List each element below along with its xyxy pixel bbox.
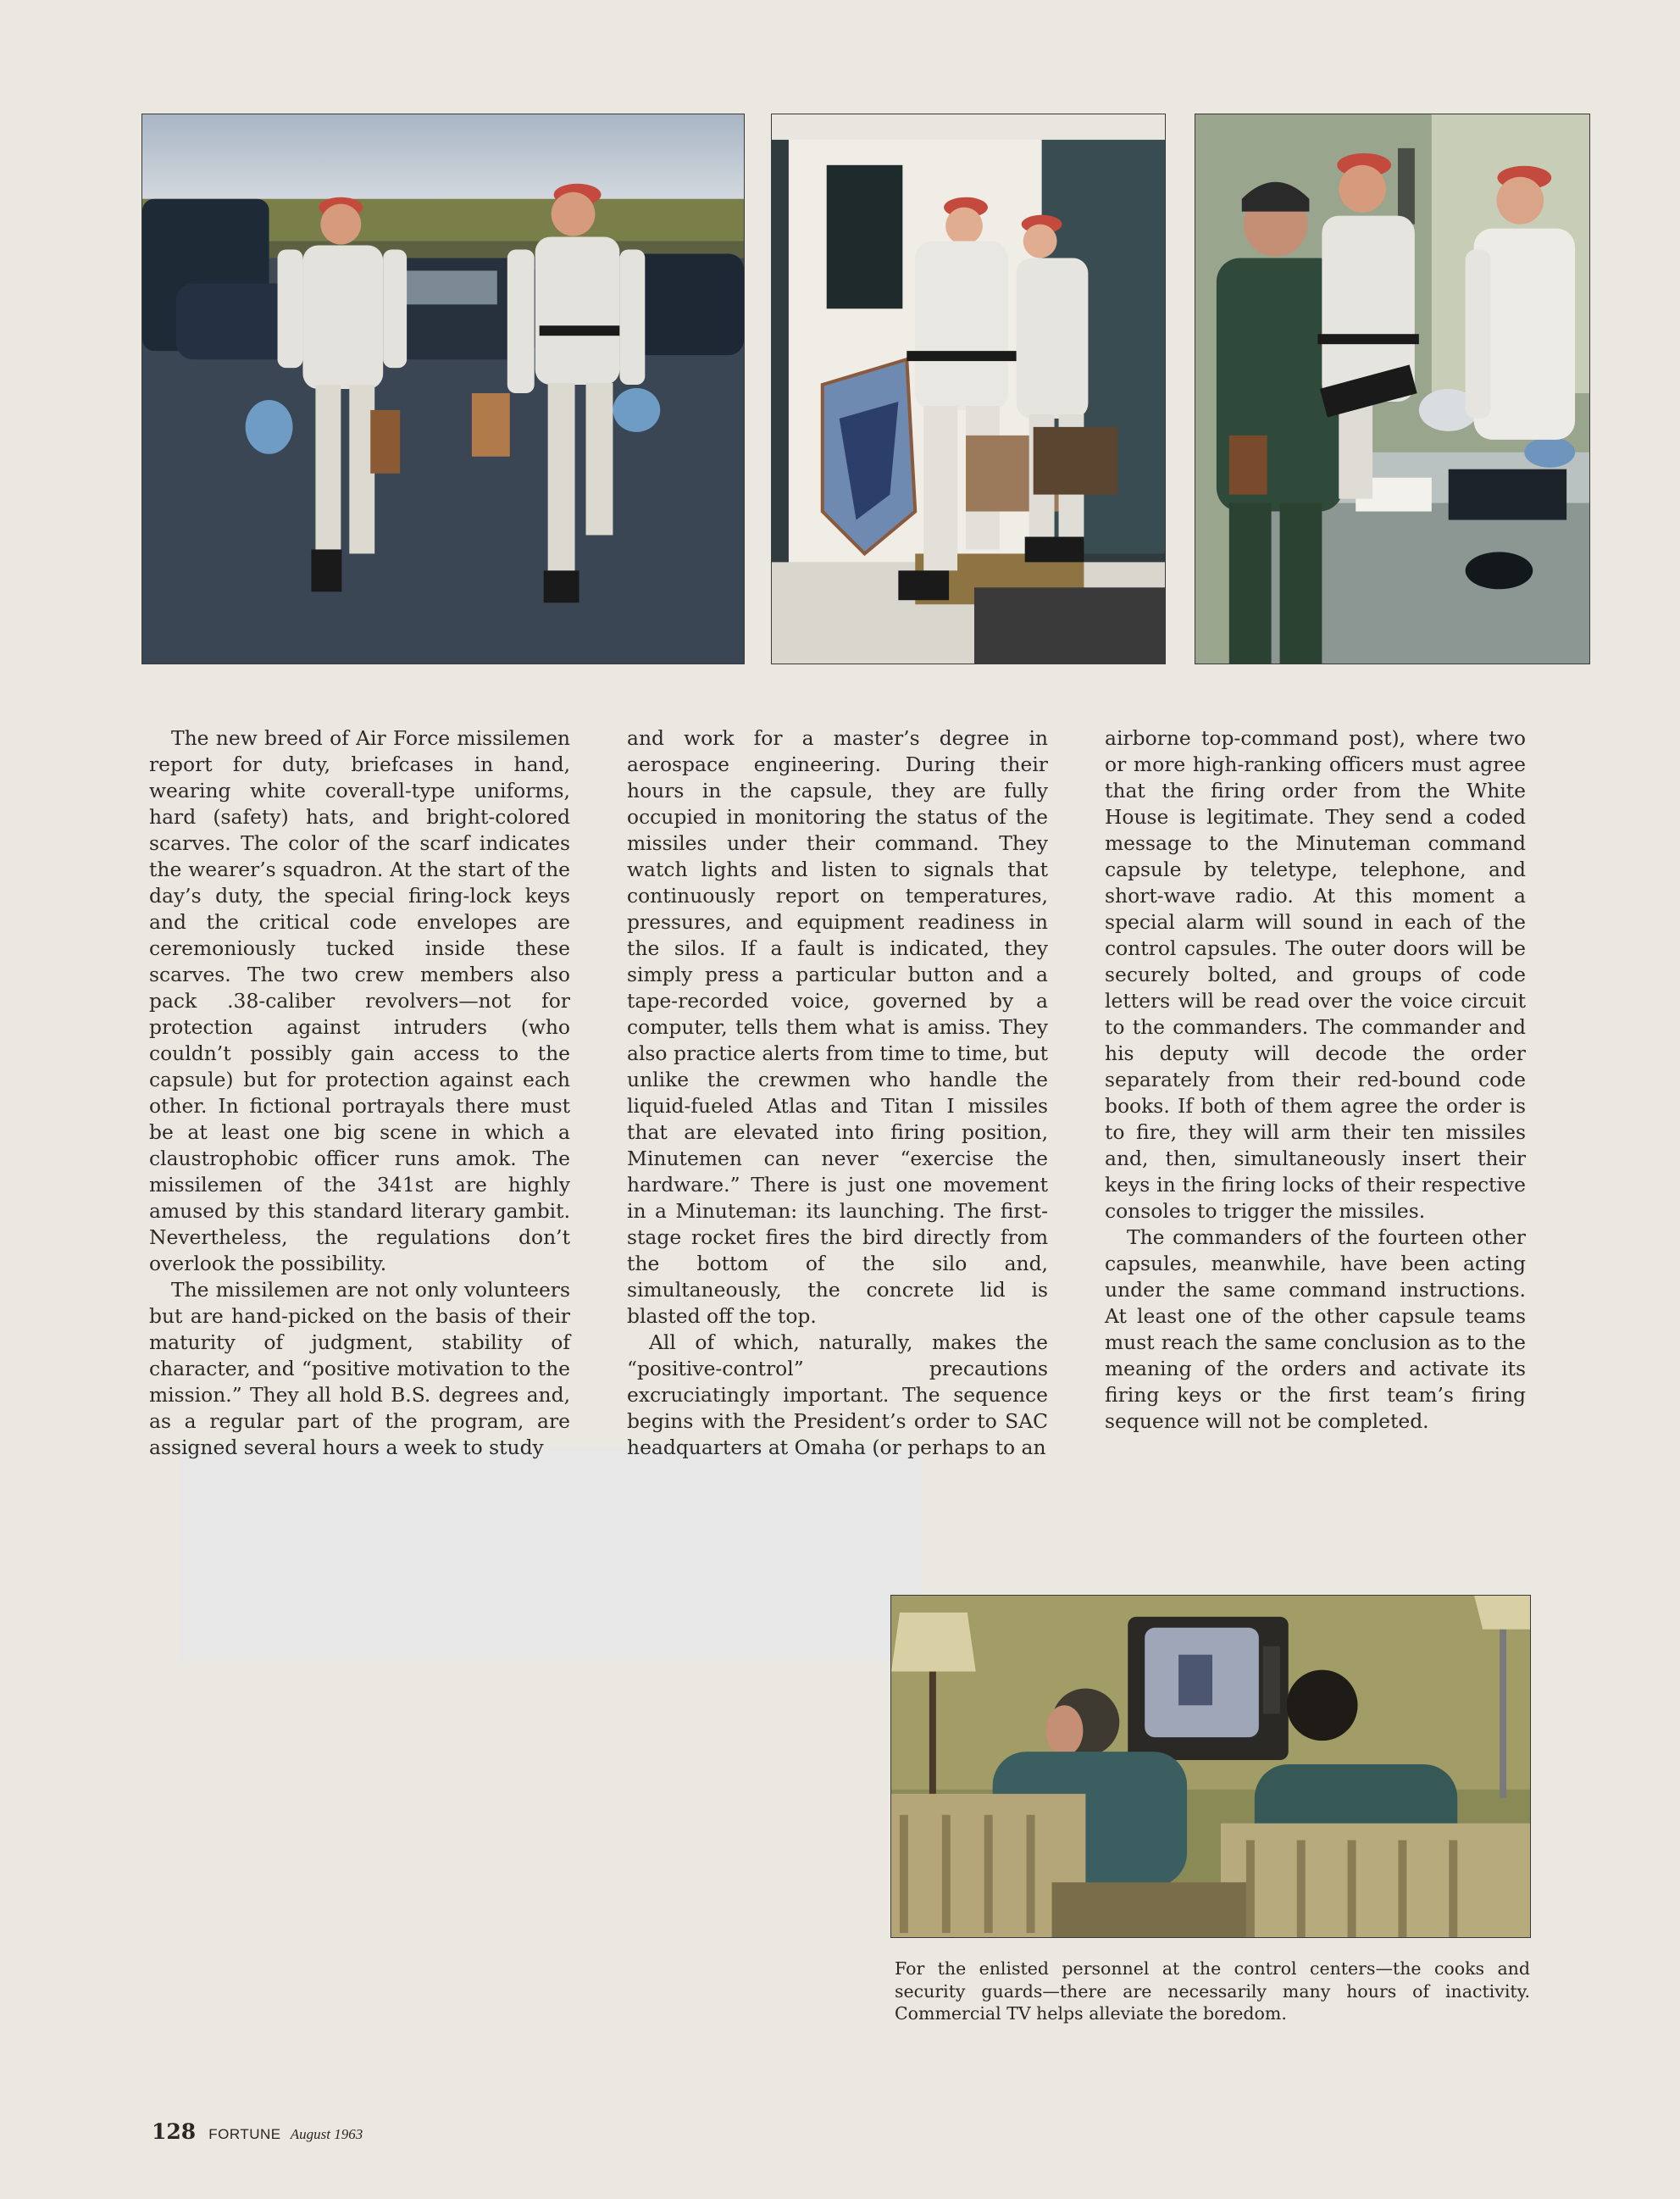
page-footer — [152, 2119, 363, 2144]
article-paragraph: The new breed of Air Force missilemen report for duty, briefcases in hand, wearing white coverall-type uniforms, hard (safety) hats, and bright-colored scarves. The color of the scarf indicates the wearer’s squadron. At the start of the day’s duty, the special firing-lock keys and the critical code envelopes are ceremoniously tucked inside these scarves. The two crew members also pack .38-caliber revolvers—not for protection against intruders (who couldn’t possibly gain access to the capsule) but for protection against each other. In fictional portrayals there must be at least one big scene in which a claustrophobic officer runs amok. The missilemen of the 341st are highly amused by this standard literary gambit. Nevertheless, the regulations don’t overlook the possibility. — [149, 726, 570, 1275]
article-paragraph: All of which, naturally, makes the “positive-control” precautions excruciatingly important. The sequence begins with the President’s order to SAC headquarters at Omaha (or perhaps to an — [627, 1330, 1048, 1459]
issue-date: August 1963 — [290, 2126, 363, 2142]
magazine-name: FORTUNE — [208, 2126, 281, 2142]
crew-walking-photo — [141, 114, 745, 664]
page-number: 128 — [152, 2119, 197, 2144]
article-paragraph: and work for a master’s degree in aerospace engineering. During their hours in the capsule, they are fully occupied in monitoring the status of the missiles under their command. They watch lights and listen to signals that continuously report on temperatures, pressures, and equipment readiness in the silos. If a fault is indicated, they simply press a particular button and a tape-recorded voice, governed by a computer, tells them what is amiss. They also practice alerts from time to time, but unlike the crewmen who handle the liquid-fueled Atlas and Titan I missiles that are elevated into firing position, Minutemen can never “exercise the hardware.” There is just one movement in a Minuteman: its launching. The first-stage rocket fires the bird directly from the bottom of the silo and, simultaneously, the concrete lid is blasted off the top. — [627, 726, 1048, 1328]
crew-entering-door-photo — [771, 114, 1166, 664]
article-column-1 — [149, 725, 570, 1461]
article-paragraph: airborne top-command post), where two or more high-ranking officers must agree that the firing order from the White House is legitimate. They send a coded message to the Minuteman command capsule by teletype, telephone, and short-wave radio. At this moment a special alarm will sound in each of the control capsules. The outer doors will be securely bolted, and groups of code letters will be read over the voice circuit to the commanders. The commander and his deputy will decode the order separately from their red-bound code books. If both of them agree the order is to fire, they will arm their ten missiles and, then, simultaneously insert their keys in the firing locks of their respective consoles to trigger the missiles. — [1105, 726, 1526, 1223]
personnel-watching-tv-photo — [890, 1595, 1531, 1938]
article-paragraph: The commanders of the fourteen other capsules, meanwhile, have been acting under the same command instructions. At least one of the other capsule teams must reach the same conclusion as to the meaning of the orders and activate its firing keys or the first team’s firing sequence will not be completed. — [1105, 1225, 1526, 1433]
article-paragraph: The missilemen are not only volunteers but are hand-picked on the basis of their maturity of judgment, stability of character, and “positive motivation to the mission.” They all hold B.S. degrees and, as a regular part of the program, are assigned several hours a week to study — [149, 1278, 570, 1459]
article-column-3 — [1105, 725, 1526, 1435]
crew-with-guard-photo — [1195, 114, 1590, 664]
article-column-2 — [627, 725, 1048, 1461]
photo-caption: For the enlisted personnel at the control centers—the cooks and security guards—there are necessarily many hours of inactivity. Commercial TV helps alleviate the boredom. — [895, 1958, 1530, 2024]
print-through-tint — [180, 1449, 922, 1661]
